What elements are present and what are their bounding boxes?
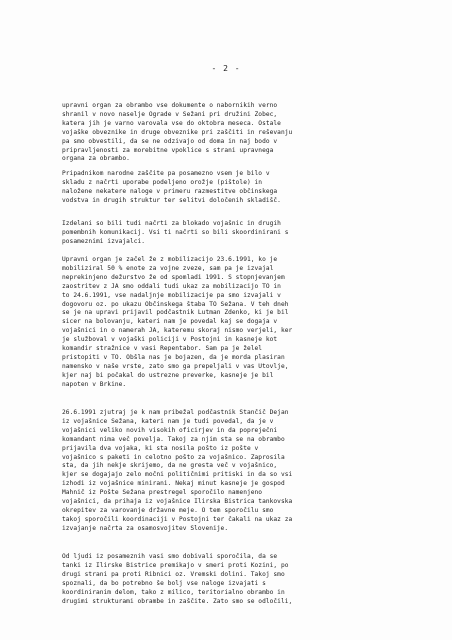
text-line: to 24.6.1991, vse nadaljnje mobilizacije pa smo izvajali v <box>62 291 281 299</box>
text-line: drugi strani pa proti Ribnici oz. Vremski dolini. Takoj smo <box>62 570 285 578</box>
text-line: zaostritev z JA smo oddali tudi ukaz za mobilizacijo TO in <box>62 282 281 290</box>
text-line: pa smo obvestili, da se ne odzivajo od doma in naj bodo v <box>62 137 278 145</box>
text-line: naložene nekatere naloge v primeru razmestitve občinskega <box>62 187 278 195</box>
paragraph-2 <box>62 170 402 206</box>
text-line: posameznimi izvajalci. <box>62 237 146 245</box>
text-line: vojašnici veliko novih visokih oficirjev in da popreječni <box>62 426 278 434</box>
paragraph-5 <box>62 409 402 534</box>
text-line: sicer na bolovanju, kateri nam je povedal kaj se dogaja v <box>62 318 278 326</box>
text-line: se je na upravi prijavil podčastnik Lutman Zdenko, ki je bil <box>62 309 289 317</box>
text-line: komandir stražnice v vasi Repentabor. Sam pa je želel <box>62 345 263 353</box>
text-line: vodstva in drugih struktur ter selitvi določenih skladišč. <box>62 196 281 204</box>
text-line: organa za obrambo. <box>62 155 130 163</box>
text-line: namensko v naše vrste, zato smo ga prepeljali v vas Utovlje, <box>62 362 289 370</box>
text-line: Mahnič iz Pošte Sežana prestregel sporočilo namenjeno <box>62 489 263 497</box>
text-line: izvajanje načrta za osamosvojitev Slovenije. <box>62 524 229 532</box>
text-line: prijavila dva vojaka, ki sta nosila pošto iz pošte v <box>62 444 259 452</box>
text-line: vojašnico s paketi in celotno pošto za vojašnico. Zaprosila <box>62 453 285 461</box>
paragraph-3 <box>62 220 402 247</box>
text-line: Pripadnikom narodne zaščite pa posamezno vsem je bilo v <box>62 170 270 177</box>
text-line: iz vojašnice Sežana, kateri nam je tudi povedal, da je v <box>62 417 274 425</box>
text-line: katera jih je varno varovala vse do oktobra meseca. Ostale <box>62 119 281 127</box>
paragraph-1 <box>62 102 402 164</box>
text-line: vojašnici in o namerah JA, kateremu skoraj nismo verjeli, ker <box>62 327 293 335</box>
text-line: skladu z načrti uporabe podeljeno orožje (pištole) in <box>62 178 263 186</box>
text-line: Izdelani so bili tudi načrti za blokado vojašnic in drugih <box>62 220 281 227</box>
text-line: upravni organ za obrambo vse dokumente o nabornikih verno <box>62 102 278 109</box>
text-line: shranil v novo naselje Ograde v Sežani pri družini Zobec, <box>62 110 278 118</box>
text-line: kjer naj bi počakal do ustrezne preverke, kasneje je bil <box>62 371 274 379</box>
text-line: Od ljudi iz posameznih vasi smo dobivali sporočila, da se <box>62 553 278 560</box>
text-line: neprekinjeno dežurstvo že od spomladi 1991. S stopnjevanjem <box>62 273 285 281</box>
text-line: tanki iz Ilirske Bistrice premikajo v smeri proti Kozini, po <box>62 561 289 569</box>
text-line: je služboval v vojaški policiji v Postojni in kasneje kot <box>62 336 278 344</box>
text-line: pristopiti v TO. Obšla nas je bojazen, da je morda plasiran <box>62 353 285 361</box>
text-line: mobiliziral 50 % enote za vojne zveze, sam pa je izvajal <box>62 264 274 272</box>
text-line: vojašnici, da prihaja iz vojašnice Ilirska Bistrica tankovska <box>62 498 293 506</box>
text-line: kjer se dogajajo zelo močni političnimi pritiski in da so vsi <box>62 471 293 479</box>
text-line: pripravljenosti za morebitne vpoklice s strani upravnega <box>62 146 274 154</box>
text-line: drugimi strukturami obrambe in zaščite. Zato smo se odločili, <box>62 597 293 605</box>
text-line: izhodi iz vojašnice minirani. Nekaj minut kasneje je gospod <box>62 480 285 488</box>
text-line: Upravni organ je začel že z mobilizacijo 23.6.1991, ko je <box>62 256 278 263</box>
text-line: vojaške obveznike in druge obveznike pri zaščiti in reševanju <box>62 128 293 136</box>
text-line: okrepitev za varovanje državne meje. O tem sporočilu smo <box>62 506 274 514</box>
paragraph-6 <box>62 553 402 606</box>
page-number: - 2 - <box>211 64 241 73</box>
text-line: napoten v Brkine. <box>62 380 127 388</box>
text-line: koordiniranim delom, tako z milico, teritorialno obrambo in <box>62 588 285 596</box>
text-line: spoznali, da bo potrebno še bolj vse naloge izvajati s <box>62 579 266 587</box>
text-line: komandant nima več povelja. Takoj za njim sta se na obrambo <box>62 435 285 443</box>
text-line: takoj sporočili koordinaciji v Postojni ter čakali na ukaz za <box>62 515 293 523</box>
text-line: dogovoru oz. po ukazu Občinskega štaba TO Sežana. V teh dneh <box>62 300 289 308</box>
text-line: pomembnih komunikacij. Vsi ti načrti so bili skoordinirani s <box>62 228 289 236</box>
paragraph-4 <box>62 256 402 390</box>
text-line: 26.6.1991 zjutraj je k nam pribežal podčastnik Stančič Dejan <box>62 409 289 416</box>
text-line: sta, da jih nekje skrijemo, da ne gresta več v vojašnico, <box>62 462 278 470</box>
